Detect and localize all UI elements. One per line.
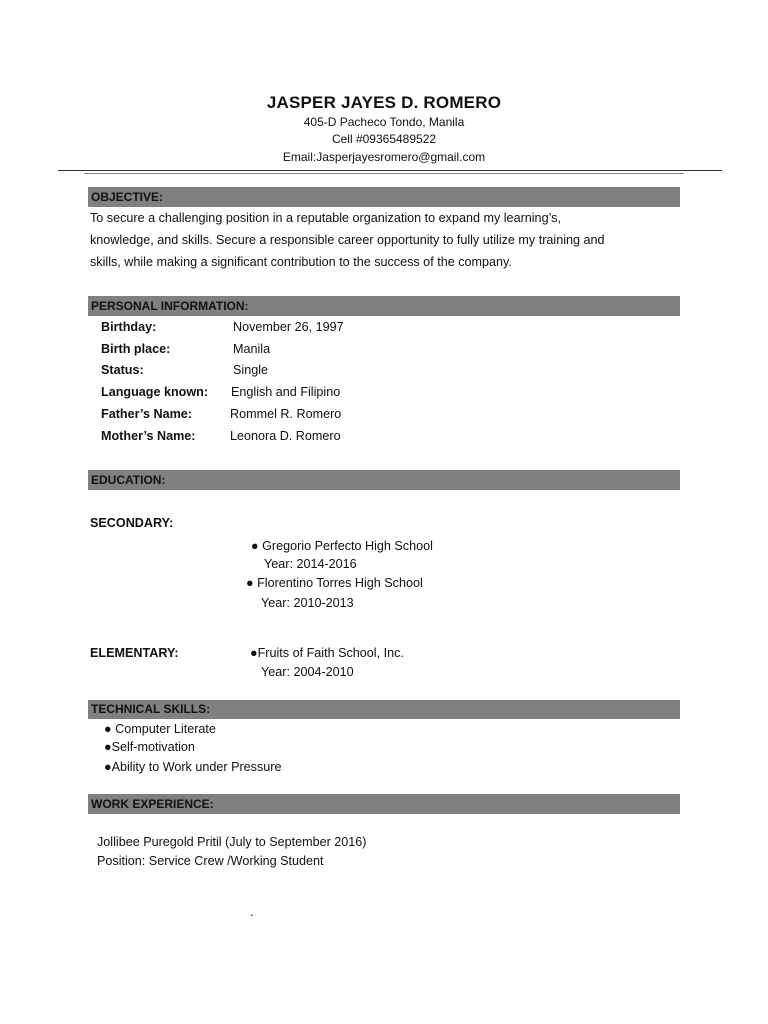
elementary-label: ELEMENTARY: (90, 646, 179, 660)
email: Email:Jasperjayesromero@gmail.com (282, 150, 486, 164)
technical-skills-heading: TECHNICAL SKILLS: (88, 700, 680, 719)
father-name-label: Father’s Name: (101, 407, 192, 421)
header-divider-secondary (84, 173, 684, 174)
elementary-school: ●Fruits of Faith School, Inc. (250, 646, 404, 660)
skill-item: ●Self-motivation (104, 740, 195, 754)
personal-info-heading: PERSONAL INFORMATION: (88, 296, 680, 316)
objective-heading: OBJECTIVE: (88, 187, 680, 207)
status-label: Status: (101, 363, 144, 377)
stray-period: . (250, 905, 254, 919)
birthday-value: November 26, 1997 (233, 320, 344, 334)
education-heading: EDUCATION: (88, 470, 680, 490)
birth-place-label: Birth place: (101, 342, 171, 356)
header-divider (58, 170, 722, 171)
cell-number: Cell #09365489522 (331, 132, 437, 146)
status-value: Single (233, 363, 269, 377)
secondary-year-2: Year: 2010-2013 (261, 596, 354, 610)
skill-item: ● Computer Literate (104, 722, 216, 736)
language-label: Language known: (101, 385, 209, 399)
objective-text (90, 207, 680, 273)
secondary-school-2: ● Florentino Torres High School (246, 576, 423, 590)
birth-place-value: Manila (233, 342, 271, 356)
address: 405-D Pacheco Tondo, Manila (303, 115, 465, 129)
work-employer: Jollibee Puregold Pritil (July to September 2016) (97, 835, 367, 849)
language-value: English and Filipino (231, 385, 341, 399)
objective-line: To secure a challenging position in a reputable organization to expand my learning’s, (90, 211, 561, 225)
applicant-name: JASPER JAYES D. ROMERO (266, 93, 502, 112)
secondary-label: SECONDARY: (90, 516, 174, 530)
work-position: Position: Service Crew /Working Student (97, 854, 324, 868)
secondary-school-1: ● Gregorio Perfecto High School (251, 539, 433, 553)
elementary-year: Year: 2004-2010 (261, 665, 354, 679)
birthday-label: Birthday: (101, 320, 157, 334)
work-experience-heading: WORK EXPERIENCE: (88, 794, 680, 814)
objective-line: knowledge, and skills. Secure a responsible career opportunity to fully utilize my training and (90, 233, 605, 247)
secondary-year-1: Year: 2014-2016 (264, 557, 357, 571)
mother-name-label: Mother’s Name: (101, 429, 196, 443)
mother-name-value: Leonora D. Romero (230, 429, 341, 443)
objective-line: skills, while making a significant contribution to the success of the company. (90, 255, 512, 269)
skill-item: ●Ability to Work under Pressure (104, 760, 282, 774)
father-name-value: Rommel R. Romero (230, 407, 342, 421)
